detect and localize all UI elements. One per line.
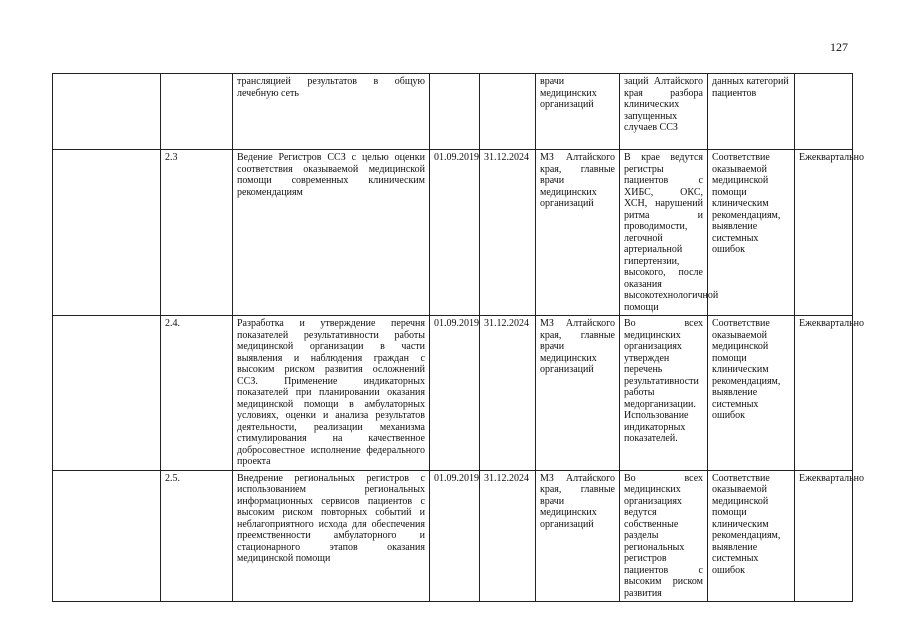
blank-cell xyxy=(53,316,161,471)
start-date-cell: 01.09.2019 xyxy=(430,150,480,316)
frequency-cell: Ежеквартально xyxy=(795,316,853,471)
table-row xyxy=(53,470,853,602)
end-date-cell xyxy=(480,74,536,150)
row-number: 2.5. xyxy=(161,470,233,602)
responsible-cell: врачи медицинских организаций xyxy=(536,74,620,150)
responsible-cell: МЗ Алтайского края, главные врачи медицинских организаций xyxy=(536,316,620,471)
result-cell: заций Алтайского края разбора клинических запущенных случаев ССЗ xyxy=(620,74,708,150)
plan-table xyxy=(52,73,864,602)
indicator-cell: Соответствие оказываемой медицинской помощи клиническим рекомендациям, выявление системных ошибок xyxy=(708,316,795,471)
end-date-cell: 31.12.2024 xyxy=(480,150,536,316)
activity-cell: Внедрение региональных регистров с использованием региональных информационных сервисов пациентов с высоким риском повторных событий и неблагоприятного исхода для обеспечения преемственности амбулаторного и стационарного этапов оказания медицинской помощи xyxy=(233,470,430,602)
result-cell: Во всех медицинских организациях утвержден перечень результативности работы медорганизации. Использование индикаторных показателей. xyxy=(620,316,708,471)
table-row xyxy=(53,316,853,471)
start-date-cell xyxy=(430,74,480,150)
blank-cell xyxy=(53,74,161,150)
row-number: 2.4. xyxy=(161,316,233,471)
frequency-cell: Ежеквартально xyxy=(795,150,853,316)
row-number xyxy=(161,74,233,150)
end-date-cell: 31.12.2024 xyxy=(480,316,536,471)
responsible-cell: МЗ Алтайского края, главные врачи медицинских организаций xyxy=(536,150,620,316)
indicator-cell: Соответствие оказываемой медицинской помощи клиническим рекомендациям, выявление системных ошибок xyxy=(708,470,795,602)
frequency-cell xyxy=(795,74,853,150)
blank-cell xyxy=(53,150,161,316)
responsible-cell: МЗ Алтайского края, главные врачи медицинских организаций xyxy=(536,470,620,602)
activity-cell: Ведение Регистров ССЗ с целью оценки соответствия оказываемой медицинской помощи современных клиническим рекомендациям xyxy=(233,150,430,316)
frequency-cell: Ежеквартально xyxy=(795,470,853,602)
activity-cell: трансляцией результатов в общую лечебную сеть xyxy=(233,74,430,150)
page-number: 127 xyxy=(830,40,848,54)
result-cell: Во всех медицинских организациях ведутся собственные разделы региональных регистров пациентов с высоким риском развития xyxy=(620,470,708,602)
indicator-cell: данных категорий пациентов xyxy=(708,74,795,150)
activity-cell: Разработка и утверждение перечня показателей результативности работы медицинской организации в части выявления и наблюдения граждан с высоким риском развития осложнений ССЗ. Применение индикаторных показателей при планировании оказания медицинской помощи в амбулаторных условиях, оценки и анализа результатов деятельности, реализации механизма стимулирования на качественное добросовестное исполнение федерального проекта xyxy=(233,316,430,471)
table-row xyxy=(53,150,853,316)
start-date-cell: 01.09.2019 xyxy=(430,470,480,602)
table-row xyxy=(53,74,853,150)
blank-cell xyxy=(53,470,161,602)
indicator-cell: Соответствие оказываемой медицинской помощи клиническим рекомендациям, выявление системных ошибок xyxy=(708,150,795,316)
start-date-cell: 01.09.2019 xyxy=(430,316,480,471)
result-cell: В крае ведутся регистры пациентов с ХИБС, ОКС, ХСН, нарушений ритма и проводимости, легочной артериальной гипертензии, высокого, после оказания высокотехнологичной помощи xyxy=(620,150,708,316)
row-number: 2.3 xyxy=(161,150,233,316)
end-date-cell: 31.12.2024 xyxy=(480,470,536,602)
